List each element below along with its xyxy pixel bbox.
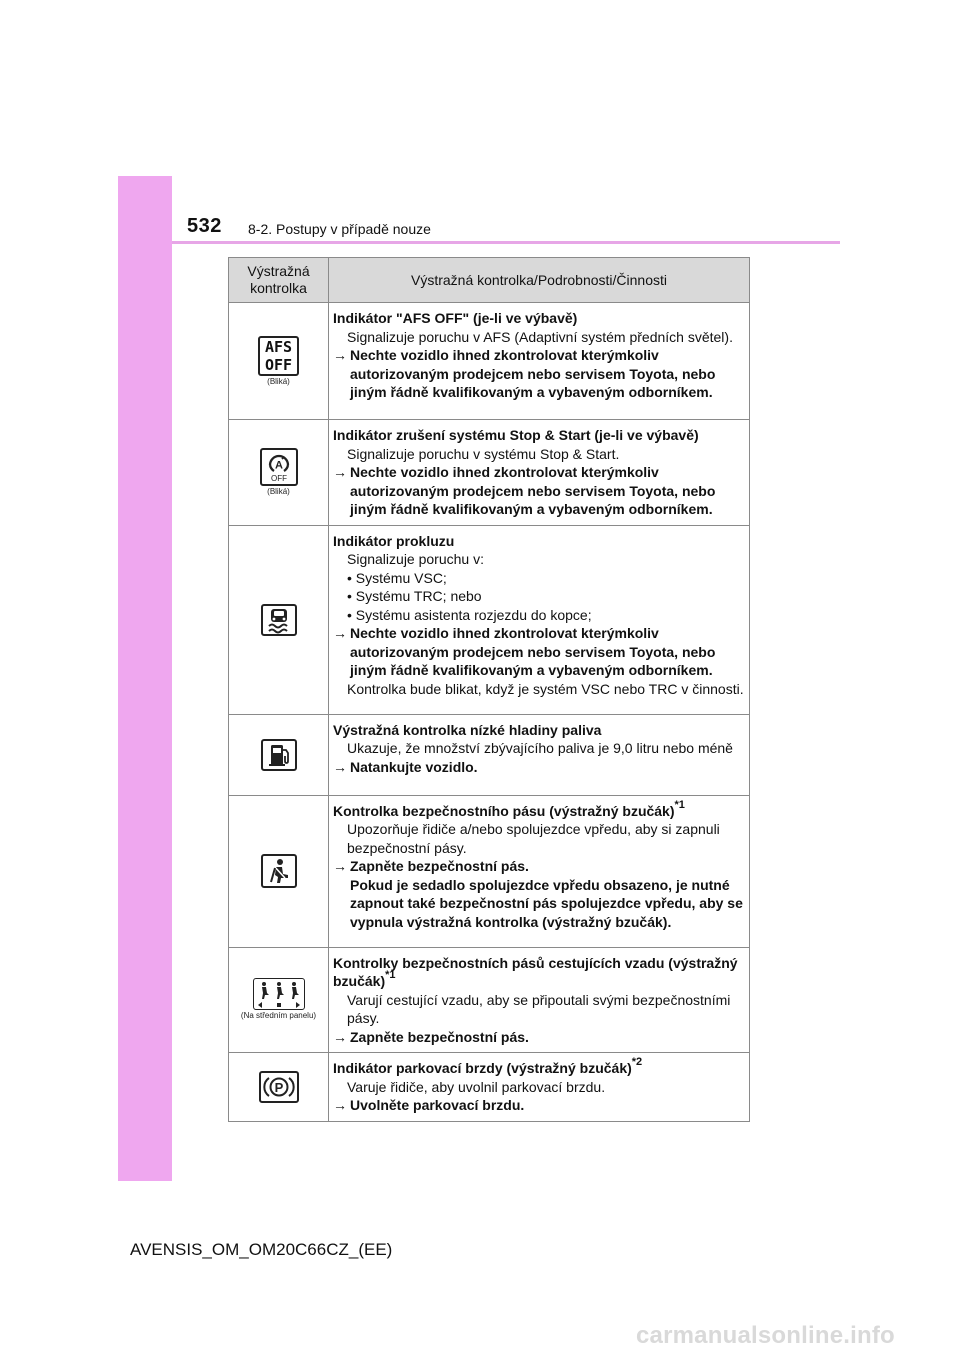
rear-seatbelt-icon bbox=[253, 978, 305, 1010]
row-description: Signalizuje poruchu v systému Stop & Start. bbox=[347, 445, 620, 462]
footnote-ref: *1 bbox=[674, 798, 685, 811]
row-title: Indikátor prokluzu bbox=[333, 532, 455, 549]
list-item: • Systému TRC; nebo bbox=[347, 588, 482, 604]
row-description: Ukazuje, že množství zbývajícího paliva je 9,0 litru nebo méně bbox=[347, 740, 733, 756]
table-row bbox=[229, 525, 750, 714]
slip-indicator-icon bbox=[261, 604, 297, 636]
arrow-icon: → bbox=[333, 1097, 347, 1113]
parking-brake-icon bbox=[259, 1071, 299, 1103]
description-cell bbox=[329, 303, 750, 420]
row-title: Kontrolky bezpečnostních pásů cestujících vzadu (výstražný bzučák)$^{*1}$ bbox=[333, 954, 738, 989]
chapter-sidebar-tab bbox=[118, 176, 172, 1181]
row-description: Upozorňuje řidiče a/nebo spolujezdce vpředu, aby si zapnuli bezpečnostní pásy. bbox=[347, 821, 720, 856]
icon-cell bbox=[229, 947, 329, 1053]
icon-cell bbox=[229, 303, 329, 420]
header-description-column: Výstražná kontrolka/Podrobnosti/Činnosti bbox=[329, 258, 750, 303]
footnote-ref: *2 bbox=[631, 1056, 643, 1069]
icon-cell bbox=[229, 525, 329, 714]
arrow-icon: → bbox=[333, 464, 347, 480]
row-action: → Nechte vozidlo ihned zkontrolovat kterýmkoliv autorizovaným prodejcem nebo servisem Toyota, nebo jiným řádně kvalifikovaným a vybaveným odborníkem. bbox=[333, 464, 716, 517]
row-title: Indikátor "AFS OFF" (je-li ve výbavě) bbox=[333, 310, 578, 326]
table-row bbox=[229, 1053, 750, 1122]
row-title: Výstražná kontrolka nízké hladiny paliva bbox=[333, 721, 602, 738]
description-cell bbox=[329, 420, 750, 526]
document-code: AVENSIS_OM_OM20C66CZ_(EE) bbox=[130, 1240, 393, 1259]
page-number: 532 bbox=[187, 215, 222, 237]
seatbelt-icon bbox=[261, 854, 297, 888]
svg-text:P: P bbox=[274, 1079, 283, 1095]
arrow-icon: → bbox=[333, 625, 347, 641]
svg-text:OFF: OFF bbox=[270, 473, 287, 483]
section-title: 8-2. Postupy v případě nouze bbox=[248, 221, 431, 237]
svg-text:A: A bbox=[274, 459, 283, 472]
icon-cell bbox=[229, 420, 329, 526]
row-description-extra: Kontrolka bude blikat, když je systém VSC nebo TRC v činnosti. bbox=[347, 680, 744, 697]
header-divider bbox=[172, 241, 840, 244]
icon-cell bbox=[229, 1053, 329, 1122]
row-action: → Nechte vozidlo ihned zkontrolovat kterýmkoliv autorizovaným prodejcem nebo servisem Toyota, nebo jiným řádně kvalifikovaným a vybaveným odborníkem. bbox=[333, 347, 716, 400]
row-action: → Zapněte bezpečnostní pás. bbox=[333, 1028, 529, 1045]
icon-cell bbox=[229, 795, 329, 947]
fuel-pump-icon bbox=[261, 739, 297, 771]
table-header-row bbox=[229, 258, 750, 303]
row-title: Kontrolka bezpečnostního pásu (výstražný bzučák)$^{*1}$ bbox=[333, 798, 685, 819]
icon-note: (Na středním panelu) bbox=[240, 1011, 317, 1021]
row-action-note: Pokud je sedadlo spolujezdce vpředu obsazeno, je nutné zapnout také bezpečnostní pás spolujezdce vpředu, aby se vypnula výstražná kontrolka (výstražný bzučák). bbox=[350, 876, 743, 930]
description-cell bbox=[329, 795, 750, 947]
stop-start-off-icon bbox=[260, 448, 298, 486]
icon-note: (Bliká) bbox=[267, 376, 290, 386]
header-icon-column: Výstražná kontrolka bbox=[229, 258, 329, 303]
row-title: Indikátor parkovací brzdy (výstražný bzučák)$^{*2}$ bbox=[333, 1056, 643, 1076]
description-cell bbox=[329, 1053, 750, 1122]
list-item: • Systému VSC; bbox=[347, 569, 447, 586]
table-row bbox=[229, 714, 750, 795]
description-cell bbox=[329, 714, 750, 795]
list-item: • Systému asistenta rozjezdu do kopce; bbox=[347, 606, 592, 623]
warning-lights-table bbox=[228, 257, 750, 1122]
icon-cell bbox=[229, 714, 329, 795]
description-cell bbox=[329, 947, 750, 1053]
row-action: → Natankujte vozidlo. bbox=[333, 758, 478, 775]
table-row bbox=[229, 420, 750, 526]
arrow-icon: → bbox=[333, 347, 347, 363]
row-description: Signalizuje poruchu v: bbox=[347, 551, 484, 567]
watermark: carmanualsonline.info bbox=[636, 1322, 895, 1349]
row-action: → Nechte vozidlo ihned zkontrolovat kterýmkoliv autorizovaným prodejcem nebo servisem Toyota, nebo jiným řádně kvalifikovaným a vybaveným odborníkem. bbox=[333, 625, 716, 678]
description-cell bbox=[329, 525, 750, 714]
arrow-icon: → bbox=[333, 758, 347, 775]
table-row bbox=[229, 795, 750, 947]
table-row bbox=[229, 303, 750, 420]
row-title: Indikátor zrušení systému Stop & Start (je-li ve výbavě) bbox=[333, 427, 699, 443]
icon-note: (Bliká) bbox=[267, 486, 290, 496]
row-description: Signalizuje poruchu v AFS (Adaptivní systém předních světel). bbox=[347, 328, 733, 345]
table-row bbox=[229, 947, 750, 1053]
row-action: → Zapněte bezpečnostní pás. bbox=[333, 858, 529, 874]
row-description: Varuje řidiče, aby uvolnil parkovací brzdu. bbox=[347, 1078, 606, 1095]
row-description: Varují cestující vzadu, aby se připoutali svými bezpečnostními pásy. bbox=[347, 991, 731, 1026]
footnote-ref: *1 bbox=[385, 969, 396, 982]
arrow-icon: → bbox=[333, 1028, 347, 1045]
row-action: → Uvolněte parkovací brzdu. bbox=[333, 1097, 525, 1113]
afs-off-icon: AFS OFF bbox=[258, 336, 299, 376]
arrow-icon: → bbox=[333, 858, 347, 874]
